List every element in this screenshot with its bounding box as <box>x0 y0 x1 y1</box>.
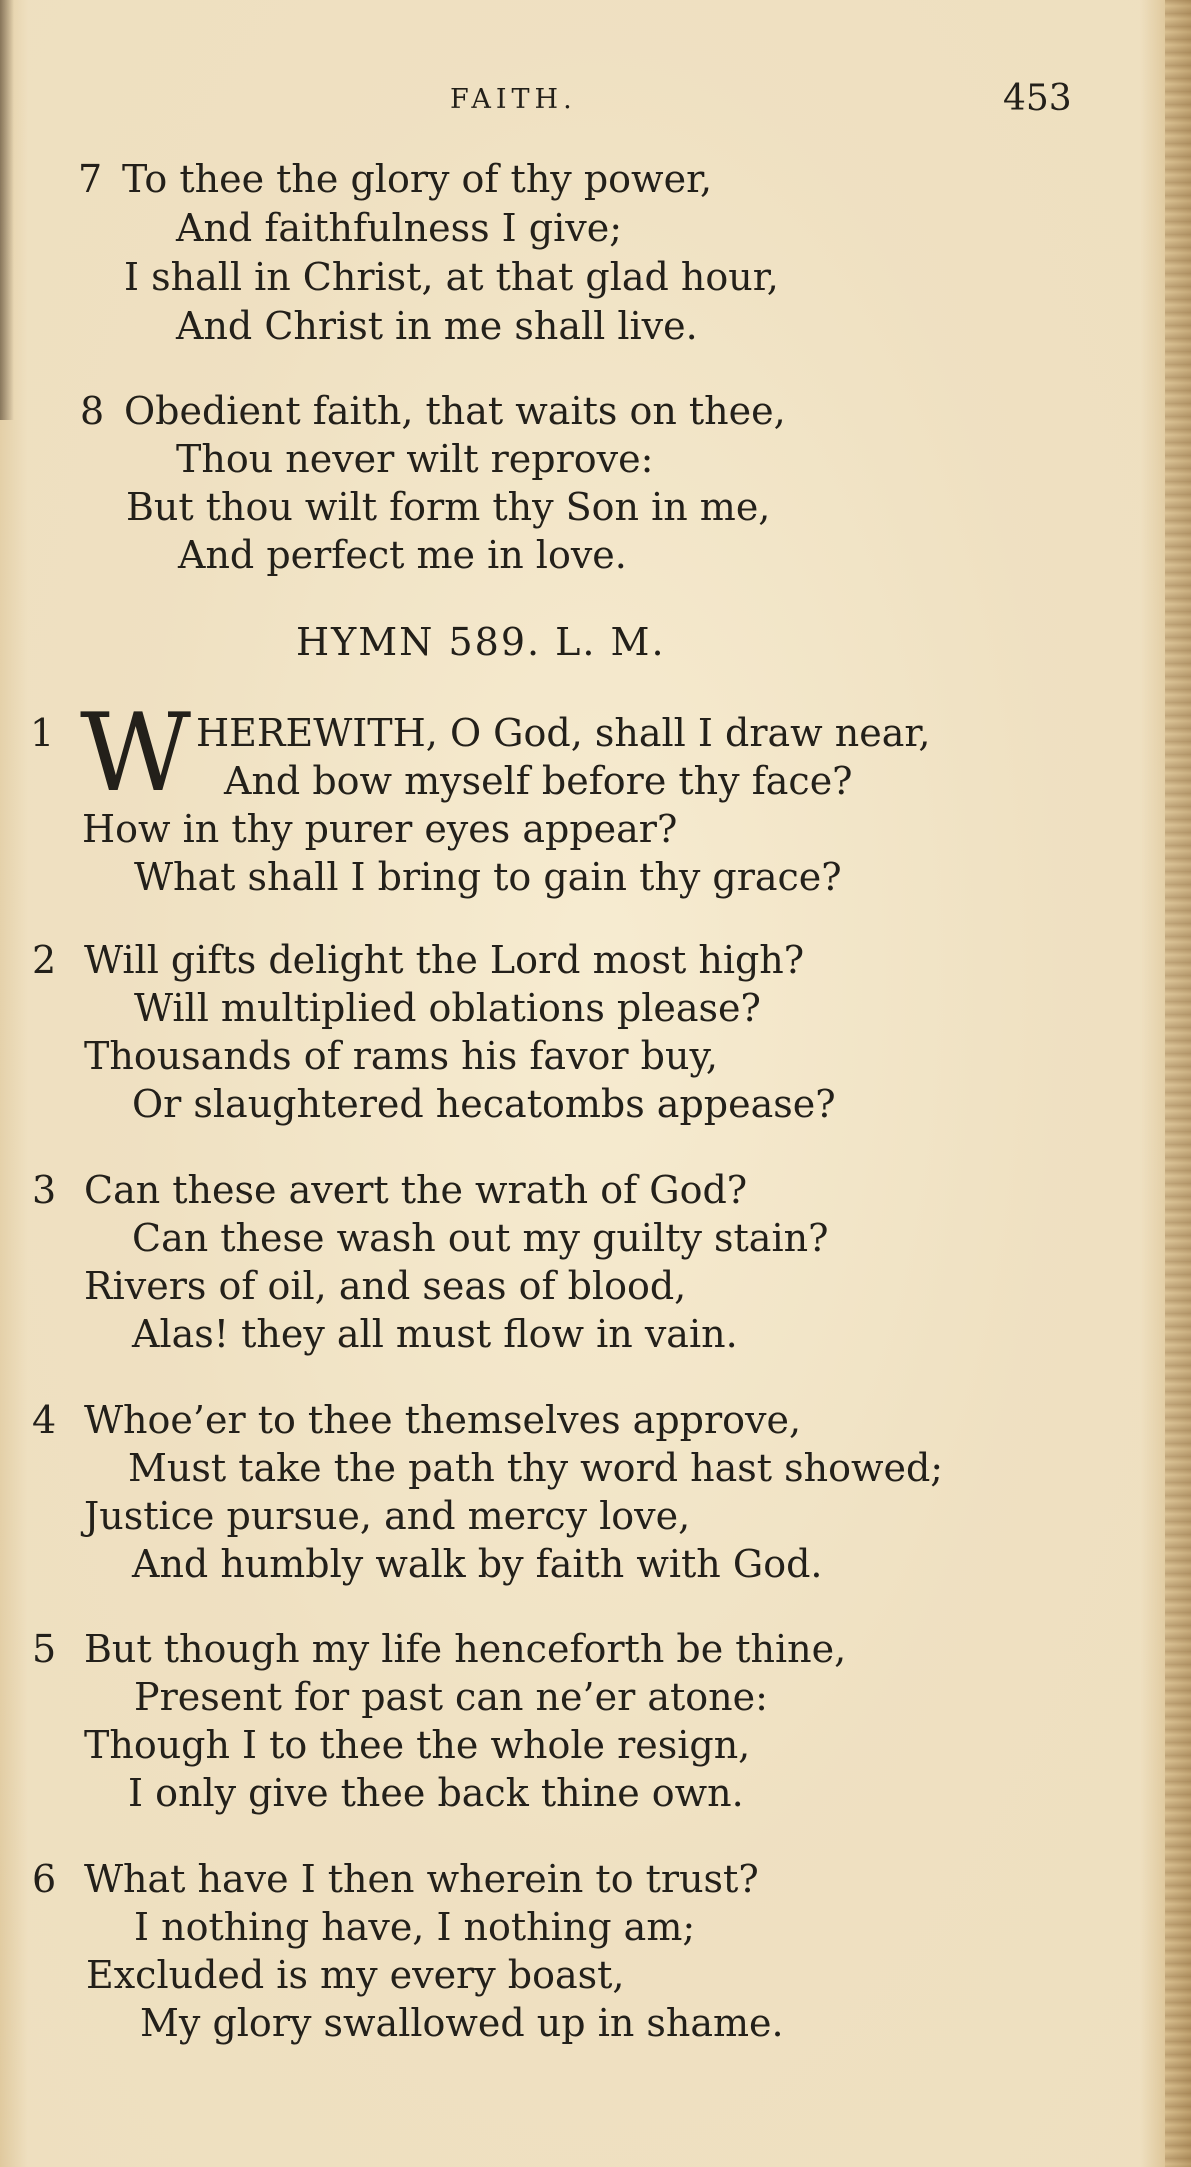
stanza-number: 6 <box>32 1857 57 1901</box>
stanza-line: Can these avert the wrath of God? <box>84 1168 748 1212</box>
stanza-line: And faithfulness I give; <box>176 206 622 250</box>
stanza-line: Present for past can ne’er atone: <box>134 1675 768 1719</box>
running-head: FAITH. <box>450 84 577 115</box>
stanza-line: Obedient faith, that waits on thee, <box>124 389 786 433</box>
stanza-line: What shall I bring to gain thy grace? <box>134 855 842 899</box>
stanza-number: 3 <box>32 1168 57 1212</box>
stanza-line: Will gifts delight the Lord most high? <box>84 938 805 982</box>
stanza-line: How in thy purer eyes appear? <box>82 807 678 851</box>
stanza-line: Must take the path thy word hast showed; <box>128 1446 944 1490</box>
hymn-title: HYMN 589. L. M. <box>296 620 666 664</box>
stanza-line: Alas! they all must flow in vain. <box>132 1312 738 1356</box>
stanza-number: 5 <box>32 1627 57 1671</box>
stanza-line: And Christ in me shall live. <box>176 304 698 348</box>
stanza-line: To thee the glory of thy power, <box>122 157 713 201</box>
page-binding-shadow <box>0 0 14 420</box>
stanza-line: Thousands of rams his favor buy, <box>84 1034 718 1078</box>
stanza-number: 1 <box>30 711 55 755</box>
stanza-line: Will multiplied oblations please? <box>134 986 761 1030</box>
stanza-line: Justice pursue, and mercy love, <box>84 1494 691 1538</box>
stanza-number: 7 <box>78 157 103 201</box>
stanza-line: I only give thee back thine own. <box>128 1771 744 1815</box>
page-header <box>0 78 1191 128</box>
stanza-line: Whoe’er to thee themselves approve, <box>84 1398 802 1442</box>
stanza-line: And humbly walk by faith with God. <box>132 1542 823 1586</box>
page-number: 453 <box>1003 78 1072 119</box>
stanza-line: My glory swallowed up in shame. <box>140 2001 784 2045</box>
stanza-line: Thou never wilt reprove: <box>176 437 654 481</box>
stanza-line: Though I to thee the whole resign, <box>84 1723 751 1767</box>
stanza-line: I nothing have, I nothing am; <box>134 1905 696 1949</box>
stanza-line: HEREWITH, O God, shall I draw near, <box>196 711 931 755</box>
stanza-line: And perfect me in love. <box>178 533 627 577</box>
stanza-number: 2 <box>32 938 57 982</box>
stanza-number: 8 <box>80 389 105 433</box>
stanza-line: Can these wash out my guilty stain? <box>132 1216 829 1260</box>
stanza-line: Excluded is my every boast, <box>86 1953 625 1997</box>
stanza-number: 4 <box>32 1398 57 1442</box>
stanza-line: What have I then wherein to trust? <box>84 1857 759 1901</box>
page-edge-stain <box>1165 0 1191 2167</box>
stanza-line: And bow myself before thy face? <box>224 759 853 803</box>
stanza-line: Or slaughtered hecatombs appease? <box>132 1082 836 1126</box>
stanza-line: But though my life henceforth be thine, <box>84 1627 847 1671</box>
drop-cap: W <box>80 691 192 816</box>
stanza-line: I shall in Christ, at that glad hour, <box>124 255 779 299</box>
stanza-line: Rivers of oil, and seas of blood, <box>84 1264 687 1308</box>
stanza-line: But thou wilt form thy Son in me, <box>126 485 771 529</box>
